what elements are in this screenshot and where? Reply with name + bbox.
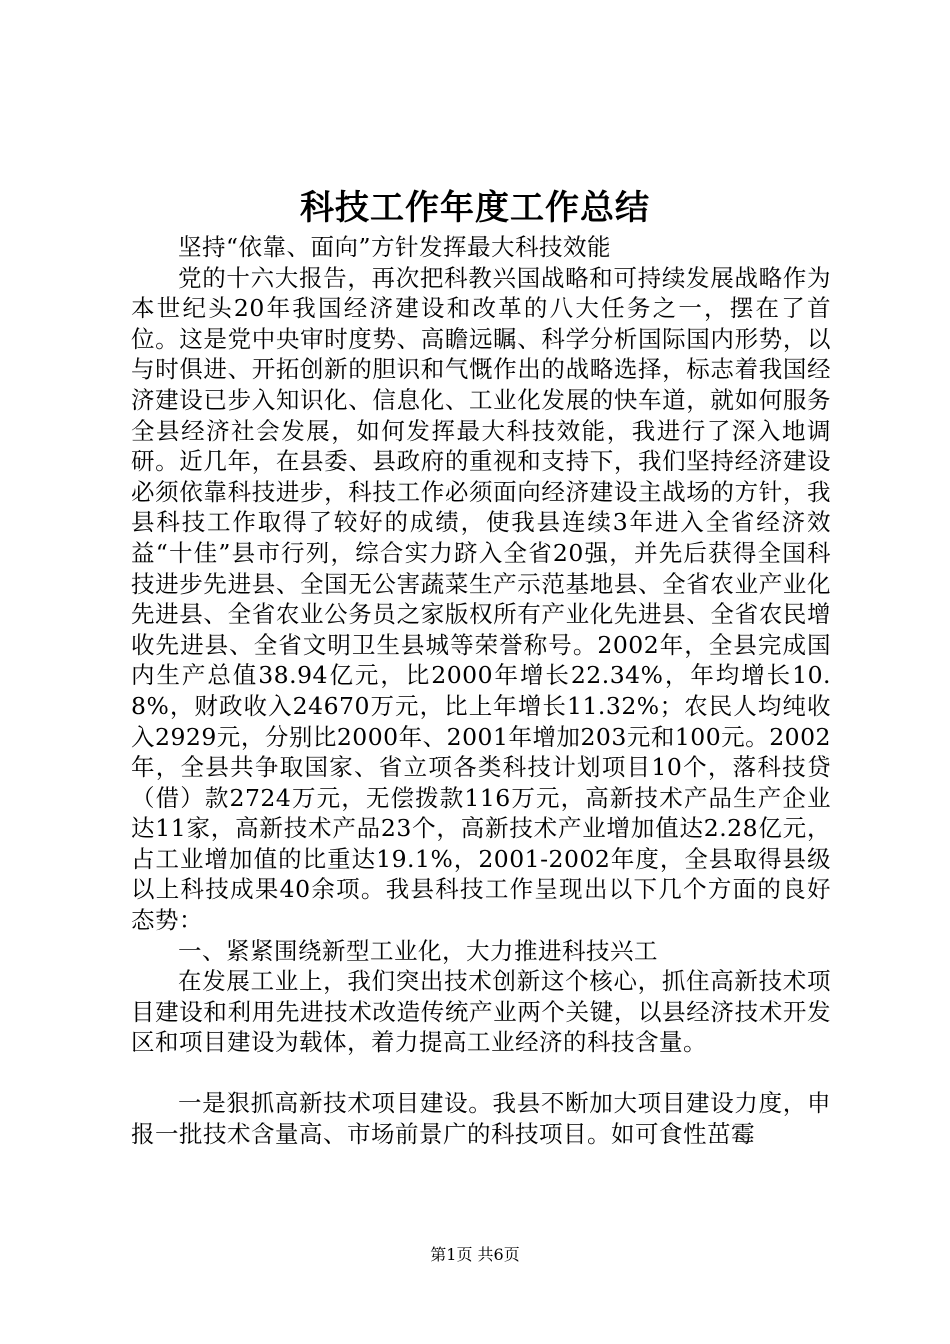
page-number-footer: 第1页 共6页: [430, 1245, 520, 1264]
document-title: 科技工作年度工作总结: [300, 188, 650, 228]
document-body: [131, 232, 831, 1149]
paragraph-subtitle: 坚持“依靠、面向”方针发挥最大科技效能: [178, 233, 612, 261]
paragraph-section-heading: 一、紧紧围绕新型工业化，大力推进科技兴工: [178, 936, 658, 965]
paragraph-industry: 在发展工业上，我们突出技术创新这个核心，抓住高新技术项目建设和利用先进技术改造传统产业两个关键，以县经济技术开发区和项目建设为载体，着力提高工业经济的科技含量。: [131, 967, 831, 1057]
paragraph-intro: 党的十六大报告，再次把科教兴国战略和可持续发展战略作为本世纪头20年我国经济建设和改革的八大任务之一，摆在了首位。这是党中央审时度势、高瞻远瞩、科学分析国际国内形势，以与时俱进、开拓创新的胆识和气慨作出的战略选择，标志着我国经济建设已步入知识化、信息化、工业化发展的快车道，就如何服务全县经济社会发展，如何发挥最大科技效能，我进行了深入地调研。近几年，在县委、县政府的重视和支持下，我们坚持经济建设必须依靠科技进步，科技工作必须面向经济建设主战场的方针，我县科技工作取得了较好的成绩，使我县连续3年进入全省经济效益“十佳”县市行列，综合实力跻入全省20强，并先后获得全国科技进步先进县、全国无公害蔬菜生产示范基地县、全省农业产业化先进县、全省农业公务员之家版权所有产业化先进县、全省农民增收先进县、全省文明卫生县城等荣誉称号。2002年，全县完成国内生产总值38.94亿元，比2000年增长22.34%，年均增长10.8%，财政收入24670万元，比上年增长11.32%；农民人均纯收入2929元，分别比2000年、2001年增加203元和100元。2002年，全县共争取国家、省立项各类科技计划项目10个，落科技贷（借）款2724万元，无偿拨款116万元，高新技术产品生产企业达11家，高新技术产品23个，高新技术产业增加值达2.28亿元，占工业增加值的比重达19.1%，2001-2002年度，全县取得县级以上科技成果40余项。我县科技工作呈现出以下几个方面的良好态势：: [131, 263, 831, 935]
paragraph-high-tech-projects: 一是狠抓高新技术项目建设。我县不断加大项目建设力度，申报一批技术含量高、市场前景广的科技项目。如可食性茁霉: [131, 1089, 831, 1148]
